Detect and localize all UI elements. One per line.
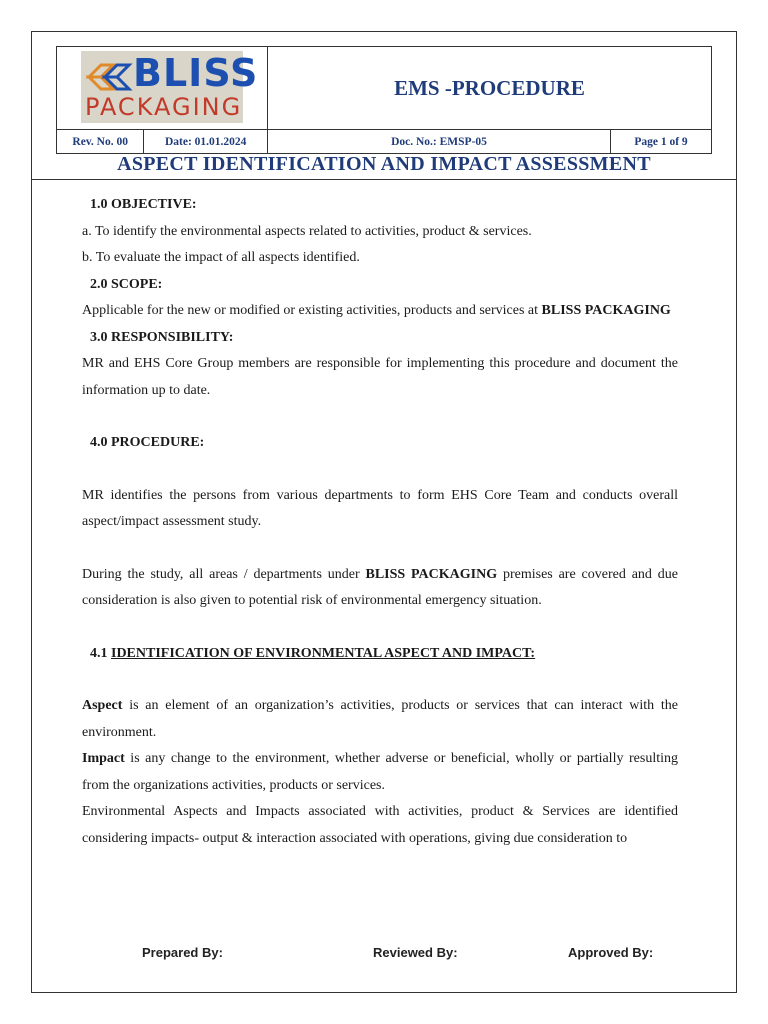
page-number: Page 1 of 9 [611,130,712,154]
procedure-heading: 4.0 PROCEDURE: [90,435,205,450]
logo-brand-bottom: PACKAGING [85,93,243,121]
procedure-paragraph-2 [82,562,678,615]
scope-paragraph [82,298,678,325]
logo-brand-top: BLISS [133,51,259,95]
impact-definition [82,746,678,799]
logo-cell [57,47,268,130]
prepared-by-label: Prepared By: [142,945,223,960]
aspect-term: Aspect [82,698,123,713]
document-number: Doc. No.: EMSP-05 [268,130,611,154]
company-logo [81,51,259,123]
environmental-paragraph: Environmental Aspects and Impacts associated with activities, product & Services are identified considering impacts- output & interaction associated with operations, giving due consideration to [82,804,678,846]
approved-by-label: Approved By: [568,945,654,960]
document-header [56,46,712,154]
procedure-p2-pre: During the study, all areas / departments under [82,566,366,582]
impact-def: is any change to the environment, whether adverse or beneficial, wholly or partially resulting from the organizations activities, products or services. [82,751,678,793]
responsibility-paragraph: MR and EHS Core Group members are responsible for implementing this procedure and document the information up to date. [82,356,678,398]
header-divider [31,179,737,180]
identification-heading [90,641,678,668]
cube-logo-icon [83,57,135,97]
document-date: Date: 01.01.2024 [144,130,268,154]
impact-term: Impact [82,751,125,766]
procedure-p2-company: BLISS PACKAGING [365,566,498,582]
scope-text: Applicable for the new or modified or existing activities, products and services at [82,303,542,318]
procedure-p2-post: premises are covered and due consideration is also given to potential risk of environmental emergency situation. [82,566,678,608]
responsibility-heading: 3.0 RESPONSIBILITY: [90,329,234,345]
document-type-title: EMS -PROCEDURE [268,47,712,130]
objective-item-a: a. To identify the environmental aspects related to activities, product & services. [82,223,532,239]
scope-company: BLISS PACKAGING [541,303,671,318]
identification-heading-num: 4.1 [90,645,111,661]
doc-title-row [56,153,712,180]
scope-heading: 2.0 SCOPE: [90,276,163,292]
document-title: ASPECT IDENTIFICATION AND IMPACT ASSESSMENT [117,153,651,175]
revision-number: Rev. No. 00 [57,130,144,154]
procedure-paragraph-1: MR identifies the persons from various departments to form EHS Core Team and conducts overall aspect/impact assessment study. [82,487,678,529]
document-body [82,192,678,852]
objective-heading: 1.0 OBJECTIVE: [90,197,197,212]
aspect-def: is an element of an organization’s activities, products or services that can interact with the environment. [82,698,678,740]
reviewed-by-label: Reviewed By: [373,945,458,960]
aspect-definition [82,693,678,746]
objective-item-b: b. To evaluate the impact of all aspects identified. [82,250,360,265]
identification-heading-text: IDENTIFICATION OF ENVIRONMENTAL ASPECT AND IMPACT: [111,645,536,661]
